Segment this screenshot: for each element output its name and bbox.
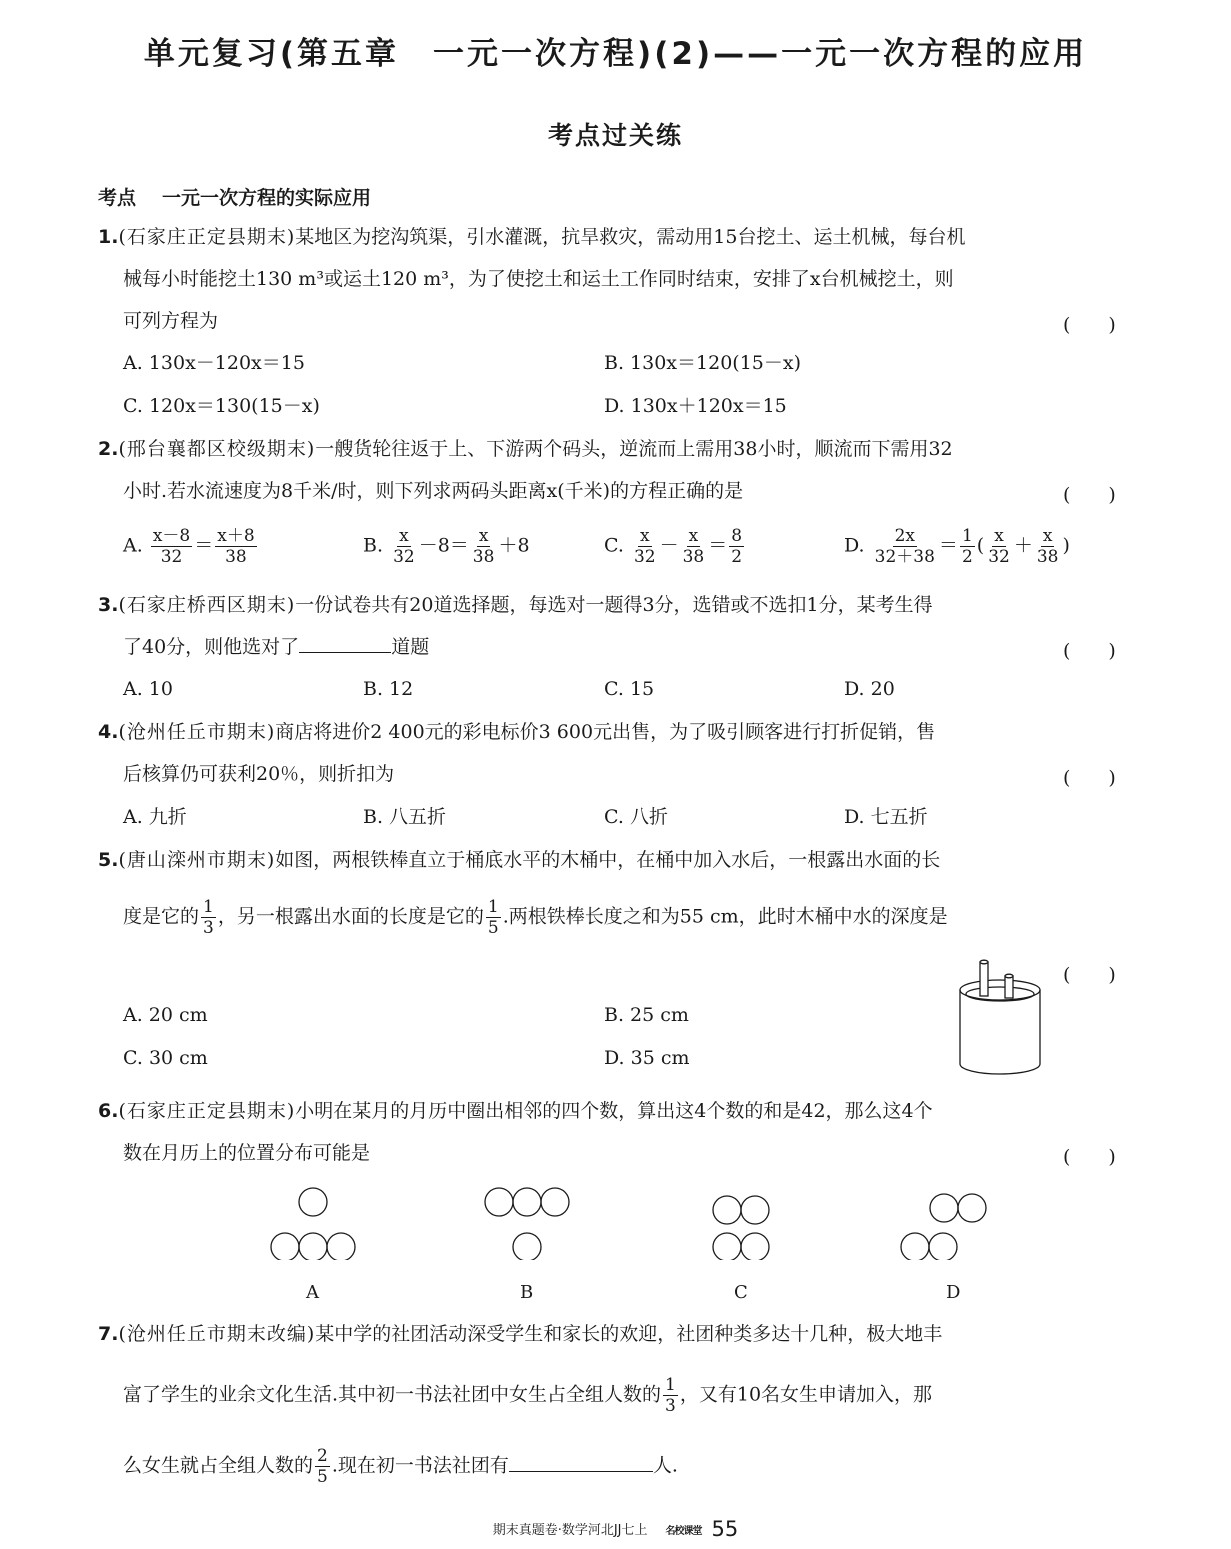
question-text: 如图，两根铁棒直立于桶底水平的木桶中，在桶中加入水后，一根露出水面的长 <box>275 849 941 871</box>
option-c[interactable]: C. 30 cm <box>123 1047 208 1069</box>
question-1-line-3: 可列方程为 <box>123 310 219 332</box>
option-a[interactable]: A. 20 cm <box>123 1004 208 1026</box>
question-text: 某中学的社团活动深受学生和家长的欢迎，社团种类多达十几种，极大地丰 <box>315 1323 943 1345</box>
question-text: ，又有10名女生申请加入，那 <box>679 1383 933 1406</box>
page-title: 单元复习(第五章 一元一次方程)(2)——一元一次方程的应用 <box>143 36 1088 72</box>
numerator: 8 <box>731 526 743 546</box>
question-number: 4. <box>98 721 119 743</box>
numerator: x <box>399 526 409 546</box>
question-text: 一份试卷共有20道选择题，每选对一题得3分，选错或不选扣1分，某考生得 <box>295 594 933 616</box>
fraction <box>960 526 975 567</box>
iron-rod-short <box>1005 974 1013 998</box>
option-a[interactable] <box>123 526 259 567</box>
denominator: 32＋38 <box>874 547 935 567</box>
question-number: 2. <box>98 438 119 460</box>
question-6-line-2: 数在月历上的位置分布可能是 <box>123 1142 371 1164</box>
option-d[interactable]: D. 20 <box>844 678 895 700</box>
answer-bracket[interactable]: ( ) <box>1063 1146 1116 1168</box>
question-text: .现在初一书法社团有 <box>331 1454 509 1477</box>
fraction <box>471 526 497 567</box>
operator: ＝ <box>194 534 214 557</box>
question-number: 5. <box>98 849 119 871</box>
question-7-line-2 <box>123 1375 932 1416</box>
option-label: D. <box>844 534 865 557</box>
denominator: 38 <box>225 547 247 567</box>
denominator: 32 <box>160 547 183 567</box>
figure-b-circles <box>485 1188 569 1260</box>
figure-label-d[interactable]: D <box>946 1282 961 1303</box>
answer-bracket[interactable]: ( ) <box>1063 640 1116 662</box>
fraction <box>486 897 501 938</box>
figure-d-circles <box>901 1194 986 1260</box>
question-7-line-1 <box>98 1320 942 1348</box>
fraction <box>632 526 658 567</box>
numerator: 2x <box>894 526 915 546</box>
calendar-figures <box>260 1180 1220 1260</box>
answer-bracket[interactable]: ( ) <box>1063 767 1116 789</box>
figure-label-b[interactable]: B <box>520 1282 534 1303</box>
answer-blank[interactable] <box>509 1453 653 1472</box>
fraction <box>681 526 707 567</box>
question-4-line-1 <box>98 718 935 746</box>
operator: ) <box>1062 534 1070 557</box>
question-source: (石家庄桥西区期末) <box>118 594 296 616</box>
page-footer <box>0 1517 1231 1541</box>
operator: ＝ <box>938 534 958 557</box>
question-source: (唐山滦州市期末) <box>118 849 276 871</box>
numerator: 1 <box>961 526 973 546</box>
denominator: 32 <box>393 547 415 567</box>
iron-rod-long <box>980 960 988 996</box>
figure-label-a[interactable]: A <box>306 1282 319 1303</box>
operator: － <box>659 534 679 557</box>
denominator: 32 <box>988 547 1010 567</box>
operator: ( <box>976 534 985 557</box>
figure-label-c[interactable]: C <box>734 1282 748 1303</box>
numerator: 1 <box>487 897 499 917</box>
numerator: x＋8 <box>217 526 255 546</box>
question-number: 1. <box>98 226 119 248</box>
question-text: 了40分，则他选对了 <box>123 636 300 658</box>
question-1-line-1 <box>98 223 965 251</box>
figure-c-circles <box>713 1196 769 1260</box>
option-c[interactable]: C. 120x＝130(15－x) <box>123 395 320 417</box>
fraction <box>201 897 216 938</box>
option-b[interactable]: B. 八五折 <box>363 806 447 828</box>
question-7-line-3 <box>123 1446 678 1487</box>
option-b[interactable]: B. 25 cm <box>604 1004 689 1026</box>
denominator: 3 <box>203 918 214 938</box>
question-2-line-1 <box>98 435 953 463</box>
operator: ＝ <box>708 534 728 557</box>
option-a[interactable]: A. 130x－120x＝15 <box>123 352 305 374</box>
question-5-line-2 <box>123 897 948 938</box>
question-source: (沧州任丘市期末改编) <box>118 1323 316 1345</box>
numerator: x <box>639 526 650 546</box>
numerator: x <box>994 526 1004 546</box>
question-text: 人. <box>652 1454 678 1477</box>
question-1-line-2: 械每小时能挖土130 m³或运土120 m³，为了使挖土和运土工作同时结束，安排了x台机械挖土，则 <box>123 268 954 290</box>
question-source: (沧州任丘市期末) <box>118 721 276 743</box>
option-b[interactable] <box>363 526 530 567</box>
option-b[interactable]: B. 130x＝120(15－x) <box>604 352 802 374</box>
section-text: 一元一次方程的实际应用 <box>162 187 372 209</box>
option-label: A. <box>123 534 143 557</box>
question-text: 度是它的 <box>123 905 200 928</box>
denominator: 3 <box>665 1396 676 1416</box>
denominator: 38 <box>1036 547 1059 567</box>
question-5-line-1 <box>98 846 940 874</box>
question-text: 商店将进价2 400元的彩电标价3 600元出售，为了吸引顾客进行打折促销，售 <box>275 721 936 743</box>
option-label: B. <box>363 534 384 557</box>
option-c[interactable] <box>604 526 746 567</box>
option-d[interactable]: D. 35 cm <box>604 1047 690 1069</box>
bucket-figure <box>950 952 1050 1078</box>
fraction <box>1035 526 1061 567</box>
denominator: 5 <box>317 1467 328 1487</box>
footer-text: 期末真题卷·数学河北JJ七上 <box>492 1523 648 1538</box>
numerator: 1 <box>203 897 214 917</box>
fraction <box>391 526 417 567</box>
operator: ＋8 <box>498 534 530 557</box>
denominator: 38 <box>682 547 705 567</box>
option-c[interactable]: C. 15 <box>604 678 655 700</box>
question-text: ，另一根露出水面的长度是它的 <box>217 905 484 928</box>
question-number: 6. <box>98 1100 119 1122</box>
question-text: 小明在某月的月历中圈出相邻的四个数，算出这4个数的和是42，那么这4个 <box>295 1100 933 1122</box>
numerator: x <box>478 526 489 546</box>
bucket-body <box>960 990 1040 1074</box>
fraction <box>151 526 192 567</box>
option-d[interactable]: D. 七五折 <box>844 806 928 828</box>
fraction <box>729 526 744 567</box>
question-text: 道题 <box>391 636 430 658</box>
question-text: 一艘货轮往返于上、下游两个码头，逆流而上需用38小时，顺流而下需用32 <box>315 438 953 460</box>
question-3-line-2 <box>123 633 429 661</box>
answer-bracket[interactable]: ( ) <box>1063 964 1116 986</box>
fraction <box>873 526 937 567</box>
question-4-line-2: 后核算仍可获利20％，则折扣为 <box>123 763 395 785</box>
fraction <box>215 526 256 567</box>
numerator: x <box>1042 526 1053 546</box>
question-3-line-1 <box>98 591 933 619</box>
page-number: 55 <box>711 1517 739 1541</box>
figure-a-circles <box>271 1188 355 1260</box>
answer-bracket[interactable]: ( ) <box>1063 484 1116 506</box>
option-a[interactable]: A. 九折 <box>123 806 187 828</box>
numerator: 2 <box>317 1446 328 1466</box>
numerator: 1 <box>665 1375 676 1395</box>
fraction <box>663 1375 678 1416</box>
question-number: 3. <box>98 594 119 616</box>
page-subtitle: 考点过关练 <box>547 121 683 150</box>
denominator: 38 <box>472 547 495 567</box>
question-source: (石家庄正定县期末) <box>118 226 296 248</box>
denominator: 2 <box>961 547 973 567</box>
option-label: C. <box>604 534 624 557</box>
question-number: 7. <box>98 1323 119 1345</box>
option-a[interactable]: A. 10 <box>123 678 173 700</box>
question-text: 富了学生的业余文化生活.其中初一书法社团中女生占全组人数的 <box>123 1383 662 1406</box>
option-d[interactable]: D. 130x＋120x＝15 <box>604 395 787 417</box>
question-source: (石家庄正定县期末) <box>118 1100 296 1122</box>
section-label: 考点 <box>98 187 137 209</box>
denominator: 5 <box>487 918 499 938</box>
fraction <box>315 1446 330 1487</box>
question-text: 某地区为挖沟筑渠，引水灌溉，抗旱救灾，需动用15台挖土、运土机械，每台机 <box>295 226 966 248</box>
section-heading <box>98 183 371 210</box>
question-2-line-2: 小时.若水流速度为8千米/时，则下列求两码头距离x(千米)的方程正确的是 <box>123 480 744 502</box>
publisher-logo: 名校课堂 <box>665 1526 702 1537</box>
numerator: x <box>688 526 699 546</box>
question-text: .两根铁棒长度之和为55 cm，此时木桶中水的深度是 <box>502 905 948 928</box>
water-surface <box>966 987 1034 1001</box>
operator: ＋ <box>1013 534 1033 557</box>
answer-blank[interactable] <box>299 634 391 653</box>
option-c[interactable]: C. 八折 <box>604 806 668 828</box>
denominator: 2 <box>731 547 743 567</box>
operator: －8＝ <box>418 534 469 557</box>
fraction <box>986 526 1012 567</box>
question-6-line-1 <box>98 1097 933 1125</box>
answer-bracket[interactable]: ( ) <box>1063 314 1116 336</box>
option-b[interactable]: B. 12 <box>363 678 414 700</box>
question-source: (邢台襄都区校级期末) <box>118 438 316 460</box>
numerator: x－8 <box>152 526 191 546</box>
question-text: 么女生就占全组人数的 <box>123 1454 314 1477</box>
denominator: 32 <box>633 547 656 567</box>
option-d[interactable] <box>844 526 1070 567</box>
